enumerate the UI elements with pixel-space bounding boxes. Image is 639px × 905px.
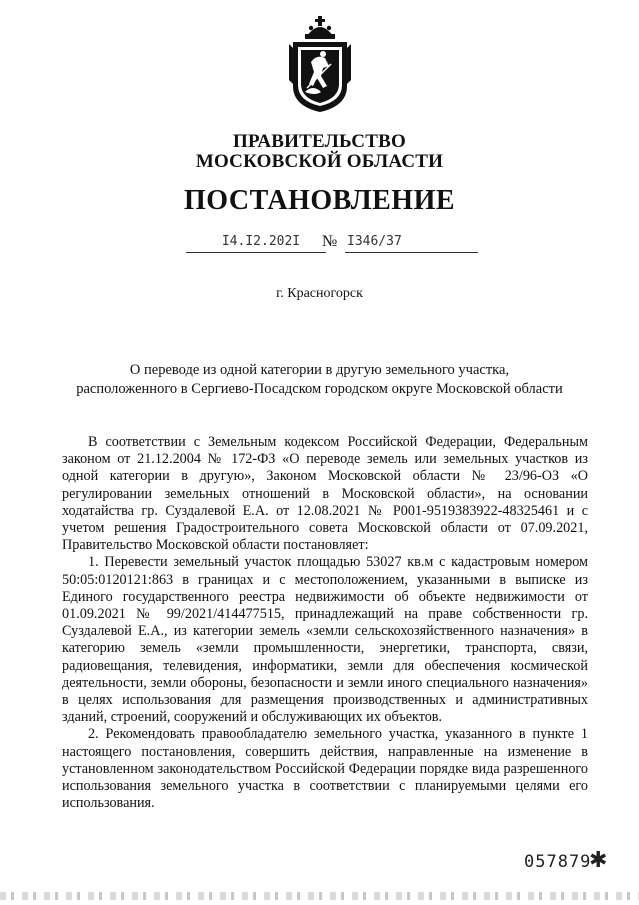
- coat-of-arms-emblem: [287, 14, 353, 114]
- scan-edge-artifact: [0, 892, 639, 900]
- document-number-field: [345, 232, 478, 253]
- city-of-issue: г. Красногорск: [276, 286, 363, 301]
- document-date: I4.I2.202I: [186, 232, 326, 253]
- document-type-title: ПОСТАНОВЛЕНИЕ: [183, 185, 456, 216]
- document-body: [62, 434, 588, 812]
- number-sign: №: [322, 233, 338, 250]
- organization-name-line1: ПРАВИТЕЛЬСТВО: [233, 131, 406, 152]
- document-number: I346/37: [347, 234, 402, 249]
- serial-number-stamp: 057879: [524, 852, 592, 872]
- asterisk-mark-icon: ✱: [589, 848, 608, 873]
- clause-1-paragraph: 1. Перевести земельный участок площадью 53027 кв.м с кадастровым номером 50:05:0120121:863 в границах и с местоположением, указанными в выписке из Единого государственного реестра недвижимости об объекте недвижимости от 01.09.2021 № 99/2021/414477515, принадлежащий на праве собственности гр. Суздалевой Е.А., из категории земель «земли сельскохозяйственного назначения» в категорию земель «земли промышленности, энергетики, транспорта, связи, радиовещания, телевидения, информатики, земли для обеспечения космической деятельности, земли обороны, безопасности и земли иного специального назначения» в целях использования для размещения производственных и административных зданий, строений, сооружений и обслуживающих их объектов.: [62, 554, 588, 726]
- subject-line1: О переводе из одной категории в другую земельного участка,: [129, 362, 510, 378]
- subject-line2: расположенного в Сергиево-Посадском городском округе Московской области: [76, 381, 563, 397]
- organization-name-line2: МОСКОВСКОЙ ОБЛАСТИ: [195, 151, 444, 172]
- clause-2-paragraph: 2. Рекомендовать правообладателю земельного участка, указанного в пункте 1 настоящего постановления, совершить действия, направленные на изменение в установленном законодательством Российской Федерации порядке вида разрешенного использования земельного участка в соответствии с планируемыми целями его использования.: [62, 726, 588, 812]
- preamble-paragraph: В соответствии с Земельным кодексом Российской Федерации, Федеральным законом от 21.12.2004 № 172-ФЗ «О переводе земель или земельных участков из одной категории в другую», Законом Московской области № 23/96-ОЗ «О регулировании земельных отношений в Московской области», на основании ходатайства гр. Суздалевой Е.А. от 12.08.2021 № Р001-9519383922-48325461 и с учетом решения Градостроительного совета Московской области от 07.09.2021, Правительство Московской области постановляет:: [62, 434, 588, 554]
